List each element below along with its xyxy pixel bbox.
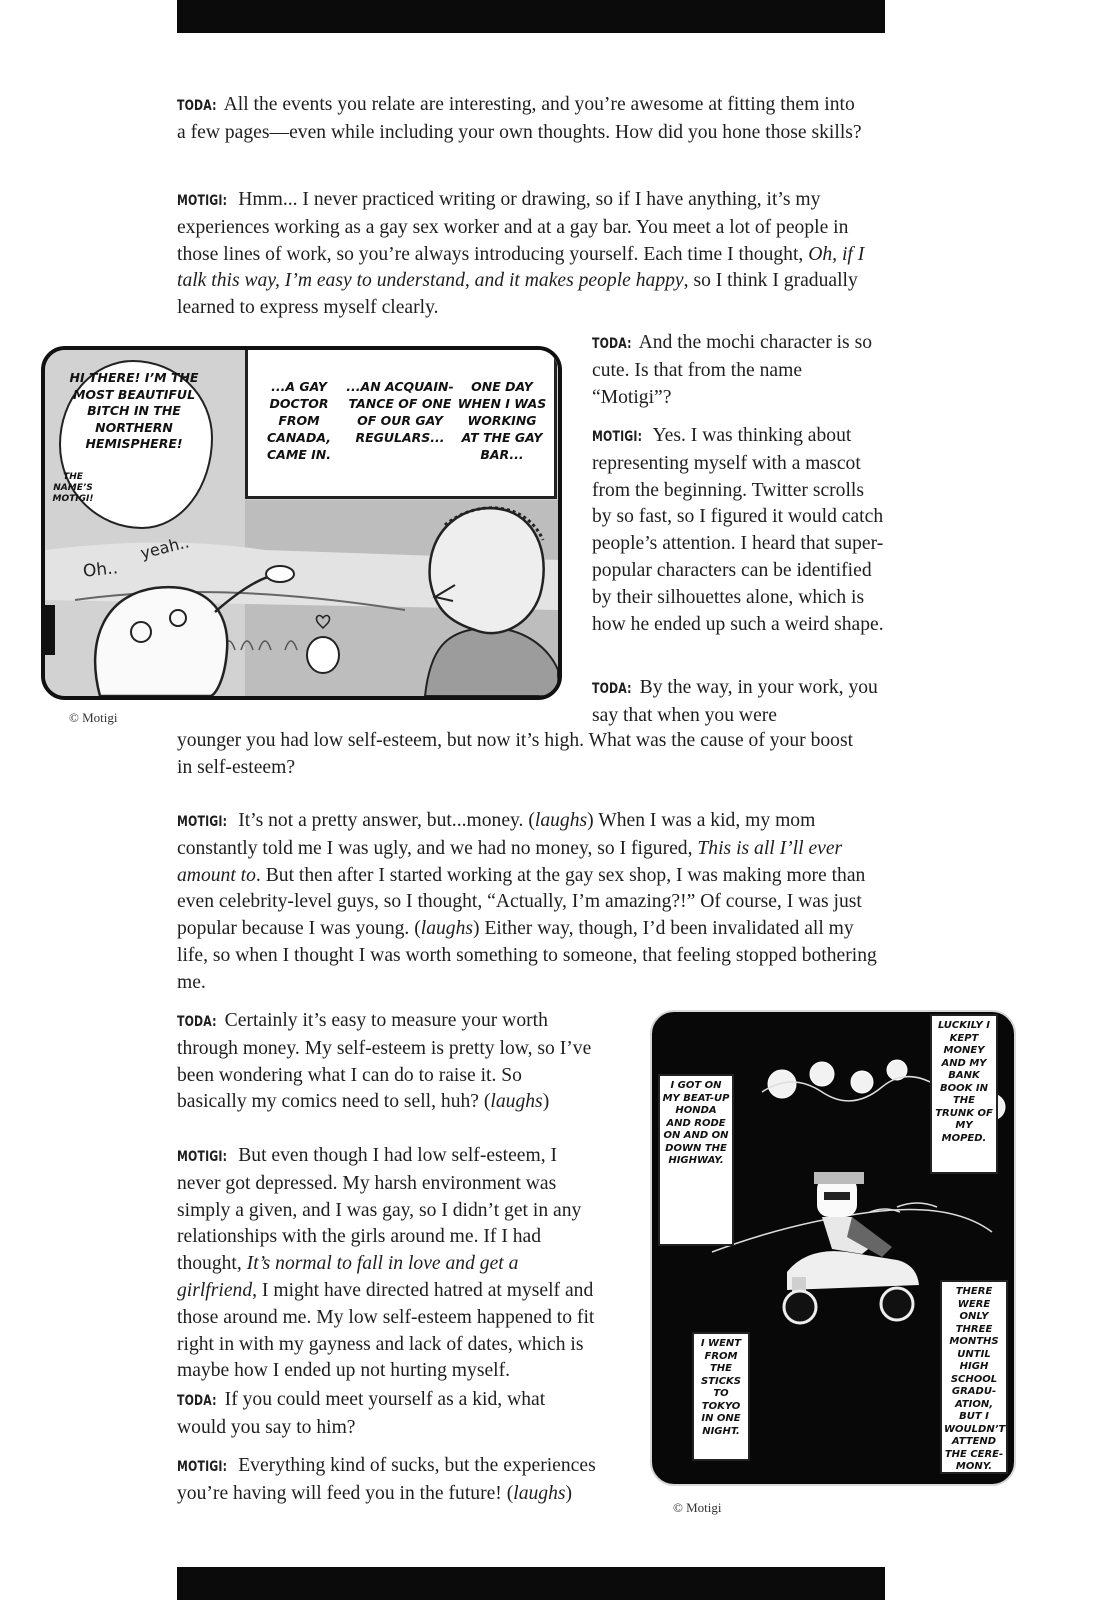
italic-text: laughs — [490, 1091, 543, 1113]
paragraph-toda-3-start — [592, 675, 882, 730]
italic-text: laughs — [420, 918, 474, 940]
italic-text: It’s normal to fall in love and get a girlfriend — [177, 1253, 519, 1301]
paragraph-text: , I might have directed hatred at myself and those around me. My low self-esteem happened to fit right in with my gayness and lack of dates, which is maybe how I ended up not hurting myself. — [177, 1279, 595, 1382]
sfx-yeah: yeah.. — [138, 532, 192, 563]
speaker-label: TODA: — [177, 1393, 217, 1409]
paragraph-text: ) — [565, 1482, 573, 1504]
italic-text: This is all I’ll ever amount to — [177, 837, 843, 886]
comic-credit: © Motigi — [69, 710, 118, 725]
italic-text: laughs — [534, 810, 588, 831]
paragraph-text: By the way, in your work, you say that when you were — [592, 677, 878, 726]
bottom-black-bar — [177, 1567, 885, 1600]
paragraph-motigi-5 — [177, 1453, 597, 1508]
paragraph-toda-3-cont — [177, 728, 867, 782]
paragraph-text: Yes. I was thinking about representing myself with a mascot from the beginning. Twitter scrolls by so fast, so I figured it would catch people’s attention. I heard that super-popular characters can be identified by their silhouettes alone, which is how he ended up such a weird shape. — [592, 425, 884, 635]
speaker-label: TODA: — [177, 98, 217, 114]
sfx-oh: Oh.. — [82, 558, 119, 582]
paragraph-text: Hmm... I never practiced writing or drawing, so if I have anything, it’s my experiences working as a gay sex worker and at a gay bar. You meet a lot of people in those lines of work, so you’re always introducing yourself. Each time I thought, — [177, 189, 849, 265]
narration-tokyo-text: I WENT FROM THE STICKS TO TOKYO IN ONE NIGHT. — [700, 1338, 742, 1437]
paragraph-text: ) When I was a kid, my mom constantly told me I was ugly, and we had no money, so I figured, — [177, 810, 816, 859]
paragraph-motigi-1 — [177, 187, 867, 322]
top-black-bar — [177, 0, 885, 33]
speech-bubble-main-text: HI THERE! I’M THE MOST BEAUTIFUL BITCH IN THE NORTHERN HEMISPHERE! — [69, 370, 199, 451]
paragraph-text: It’s not a pretty answer, but...money. ( — [238, 810, 535, 831]
paragraph-toda-2 — [592, 330, 877, 411]
narration-box-bank-book — [930, 1014, 998, 1174]
paragraph-toda-4 — [177, 1008, 592, 1116]
comic-panel-moped-ride — [650, 1010, 1016, 1486]
speaker-label: MOTIGI: — [177, 1459, 228, 1475]
comic-credit: © Motigi — [673, 1500, 722, 1515]
paragraph-text: ) — [542, 1091, 550, 1113]
paragraph-text: If you could meet yourself as a kid, what would you say to him? — [177, 1389, 546, 1438]
speaker-label: MOTIGI: — [177, 814, 228, 830]
speaker-label: TODA: — [592, 336, 632, 352]
paragraph-toda-5 — [177, 1387, 587, 1442]
paragraph-text: Certainly it’s easy to measure your worth through money. My self-esteem is pretty low, so I’ve been wondering what I can do to raise it. So basically my comics need to sell, huh? ( — [177, 1010, 592, 1113]
caption-gay-doctor: ...A GAY DOCTOR FROM CANADA, CAME IN. — [266, 379, 332, 462]
speaker-label: MOTIGI: — [592, 429, 643, 445]
caption-acquaintance: ...AN ACQUAIN-TANCE OF ONE OF OUR GAY REGULARS... — [346, 379, 454, 445]
paragraph-text: Everything kind of sucks, but the experiences you’re having will feed you in the future! ( — [177, 1455, 596, 1504]
paragraph-text: All the events you relate are interesting, and you’re awesome at fitting them into a few pages—even while including your own thoughts. How did you hone those skills? — [177, 94, 862, 143]
caption-one-day: ONE DAY WHEN I WAS WORKING AT THE GAY BAR... — [457, 379, 547, 462]
speaker-label: MOTIGI: — [177, 1149, 228, 1165]
paragraph-text: ) Either way, though, I’d been invalidated all my life, so when I thought I was worth something to someone, that feeling stopped bothering me. — [177, 918, 877, 993]
paragraph-motigi-4 — [177, 1143, 597, 1385]
paragraph-text: But even though I had low self-esteem, I never got depressed. My harsh environment was simply a given, and I was gay, so I didn’t get in any relationships with the girls around me. If I had thought, — [177, 1145, 582, 1275]
paragraph-text: And the mochi character is so cute. Is that from the name “Motigi”? — [592, 332, 873, 408]
paragraph-toda-1 — [177, 92, 867, 147]
narration-graduation-text: THERE WERE ONLY THREE MONTHS UNTIL HIGH SCHOOL GRADU-ATION, BUT I WOULDN’T ATTEND THE CERE-MONY. — [944, 1286, 1006, 1472]
narration-honda-text: I GOT ON MY BEAT-UP HONDA AND RODE ON AND ON DOWN THE HIGHWAY. — [662, 1080, 730, 1166]
speaker-label: TODA: — [177, 1014, 217, 1030]
paragraph-motigi-2 — [592, 423, 887, 638]
speech-bubble-small-text: THE NAME’S MOTIGI! — [52, 472, 94, 504]
paragraph-text: . But then after I started working at the gay sex shop, I was making more than even celebrity-level guys, so I thought, “Actually, I’m amazing?!” Of course, I was just popular because I was young. ( — [177, 864, 866, 940]
italic-text: laughs — [513, 1482, 566, 1504]
narration-box-tokyo — [692, 1332, 750, 1461]
paragraph-motigi-3 — [177, 808, 877, 997]
italic-text: Oh, if I talk this way, I’m easy to understand, and it makes people happy — [177, 243, 865, 292]
speaker-label: TODA: — [592, 681, 632, 697]
speaker-label: MOTIGI: — [177, 193, 228, 209]
comic-panel-bar-meeting — [41, 346, 562, 700]
paragraph-text: younger you had low self-esteem, but now it’s high. What was the cause of your boost in self-esteem? — [177, 730, 854, 778]
narration-box-honda — [658, 1074, 734, 1246]
narration-box-graduation — [940, 1280, 1008, 1474]
narration-bank-book-text: LUCKILY I KEPT MONEY AND MY BANK BOOK IN THE TRUNK OF MY MOPED. — [935, 1020, 993, 1144]
paragraph-text: , so I think I gradually learned to express myself clearly. — [177, 270, 858, 319]
